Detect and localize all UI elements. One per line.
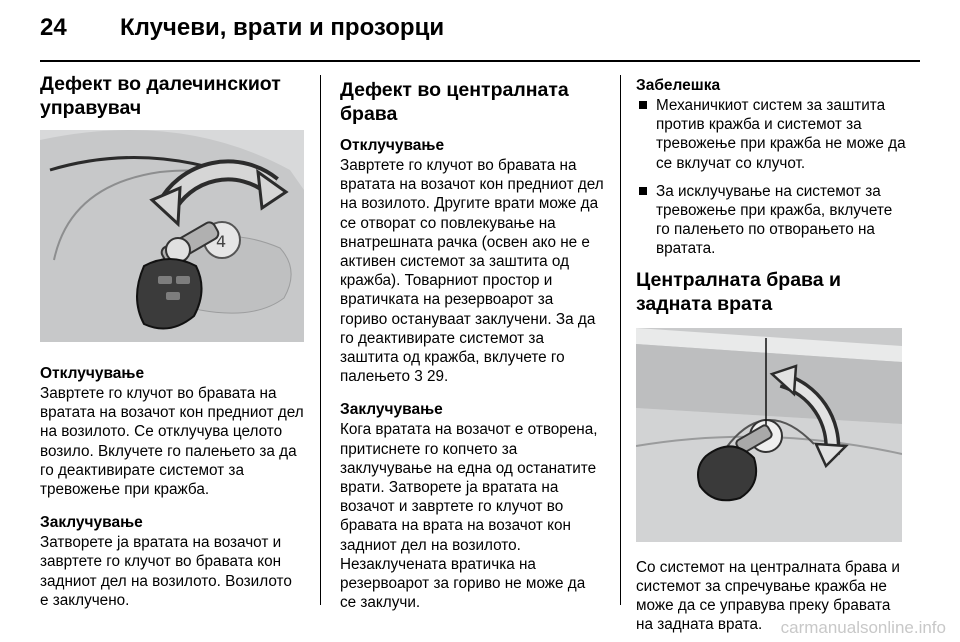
note-title: Забелешка xyxy=(636,77,721,94)
bullet-square-icon xyxy=(639,101,647,109)
list-item-text: Механичкиот систем за заштита против кражба и системот за тревожење при кражба не може да се вклучат со клучот. xyxy=(656,97,906,172)
paragraph-unlock: Завртете го клучот во бравата на вратата на возачот кон предниот дел на возилото. Се отклучува целото возило. Вклучете го палењето за да го деактивирате системот за тревожење при кражба. xyxy=(40,385,304,499)
page-number: 24 xyxy=(40,14,67,41)
watermark: carmanualsonline.info xyxy=(780,618,946,637)
column-note-tailgate xyxy=(636,68,906,634)
note-bullet-list xyxy=(636,96,906,259)
subheading-lock: Заклучување xyxy=(340,401,443,419)
svg-text:4: 4 xyxy=(216,232,227,251)
list-item xyxy=(636,182,906,259)
page-ref-number[interactable]: 29. xyxy=(427,368,449,386)
column-divider-2 xyxy=(620,75,621,605)
list-item-text: За исклучување на системот за тревожење при кражба, вклучете го палењето по отворањето на вратата. xyxy=(656,182,893,258)
column-divider-1 xyxy=(320,75,321,605)
section-heading-central-lock-tailgate: Централната брава и задната врата xyxy=(636,268,842,315)
paragraph-tailgate: Со системот на централната брава и системот за спречување кражба не може да се управува преку бравата на задната врата. xyxy=(636,558,900,634)
paragraph-lock: Кога вратата на возачот е отворена, притиснете го копчето за заклучување на една од останатите врати. Затворете ја вратата на возачот и завртете го клучот во бравата на врата на возачот кон задниот дел на возилото. Незаклучената вратичка на резервоарот за гориво не може да се заклучи. xyxy=(340,421,598,612)
column-remote-fault xyxy=(40,68,304,610)
subheading-lock: Заклучување xyxy=(40,514,143,532)
page-header xyxy=(0,0,960,62)
column-central-lock-fault xyxy=(340,68,604,612)
paragraph-lock: Затворете ја вратата на возачот и завртете го клучот во бравата кон задниот дел на возилото. Возилото е заклучено. xyxy=(40,534,292,609)
subheading-unlock: Отклучување xyxy=(340,137,445,154)
subheading-unlock: Отклучување xyxy=(40,365,145,382)
header-rule xyxy=(40,60,920,62)
tailgate-key-figure xyxy=(636,328,902,542)
section-heading-remote-fault: Дефект во далечинскиот управувач xyxy=(40,73,281,119)
page-title: Клучеви, врати и прозорци xyxy=(120,14,445,41)
bullet-square-icon xyxy=(639,187,647,195)
remote-key-figure xyxy=(40,130,304,342)
paragraph-unlock xyxy=(340,156,604,386)
list-item xyxy=(636,96,906,173)
page-ref-arrow-icon: 3 xyxy=(414,368,423,386)
paragraph-unlock-text: Завртете го клучот во бравата на вратата на возачот кон предниот дел на возилото. Другите врати може да се отворат со повлекување на внатрешната рачка (освен ако не е активен системот за заштита од кражба). Товарниот простор и вратичката на резервоарот за гориво остануваат заклучени. За да го деактивирате системот за заштита од кражба, вклучете го палењето xyxy=(340,157,604,386)
section-heading-central-lock-fault: Дефект во централната брава xyxy=(340,79,569,125)
